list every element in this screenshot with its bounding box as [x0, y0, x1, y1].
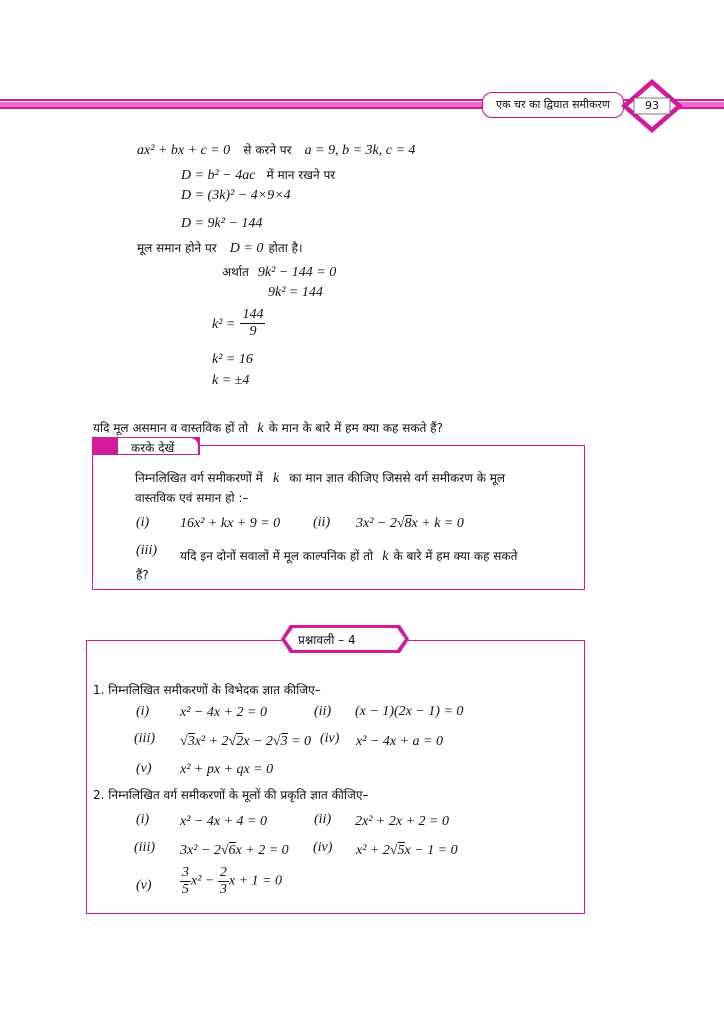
q1-i-equation: x² − 4x + 2 = 0: [180, 705, 267, 720]
q1-iii-label: (iii): [134, 731, 155, 746]
try-ii-label: (ii): [313, 515, 331, 530]
q1-ii-equation: (x − 1)(2x − 1) = 0: [355, 704, 464, 719]
q2-ii-equation: 2x² + 2x + 2 = 0: [355, 814, 449, 829]
try-ii-equation: 3x² − 2√8x + k = 0: [356, 516, 464, 531]
page-number: 93: [645, 99, 659, 112]
solution-line-9: k² = 16: [212, 352, 253, 367]
fraction-144-9: $\frac{144}{9}$: [242, 307, 264, 339]
solution-line-6: अर्थात 9k² − 144 = 0: [222, 265, 337, 280]
solution-line-2: D = b² − 4ac में मान रखने पर: [181, 168, 336, 183]
q2-iii-equation: 3x² − 2√6x + 2 = 0: [180, 843, 289, 858]
solution-line-3: D = (3k)² − 4×9×4: [181, 188, 291, 203]
q1-v-label: (v): [136, 761, 152, 776]
q1-iv-equation: x² − 4x + a = 0: [356, 734, 443, 749]
q1-ii-label: (ii): [314, 704, 332, 719]
try-it-title: करके देखें: [131, 441, 175, 455]
try-iii-label: (iii): [136, 543, 157, 558]
solution-line-7: 9k² = 144: [268, 285, 323, 300]
solution-line-8: k² = $\frac{144}{9}$: [212, 307, 264, 339]
q1-v-equation: x² + px + qx = 0: [180, 762, 274, 777]
q2-iv-equation: x² + 2√5x − 1 = 0: [356, 843, 458, 858]
q2-v-equation: $\frac{3}{5}$ x² − $\frac{2}{3}$ x + 1 = 0: [182, 865, 282, 897]
exercise-q2: 2. निम्नलिखित वर्ग समीकरणों के मूलों की प्रकृति ज्ञात कीजिए–: [93, 788, 369, 802]
try-i-label: (i): [136, 515, 150, 530]
solution-line-1: ax² + bx + c = 0 से करने पर a = 9, b = 3k, c = 4: [137, 143, 416, 158]
try-intro-line-2: वास्तविक एवं समान हो :–: [135, 491, 249, 505]
q2-v-label: (v): [136, 878, 152, 893]
solution-line-10: k = ±4: [212, 373, 250, 388]
try-iii-line-2: हैं?: [136, 568, 149, 582]
q2-ii-label: (ii): [314, 812, 332, 827]
exercise-title: प्रश्नावली – 4: [298, 633, 356, 647]
q1-iv-label: (iv): [320, 731, 340, 746]
solution-line-5: मूल समान होने पर D = 0 होता है।: [137, 241, 303, 256]
try-intro-line-1: निम्नलिखित वर्ग समीकरणों में k का मान ज्ञात कीजिए जिससे वर्ग समीकरण के मूल: [135, 471, 506, 486]
q2-iv-label: (iv): [313, 840, 333, 855]
q2-iii-label: (iii): [134, 840, 155, 855]
q1-iii-equation: √3x² + 2√2x − 2√3 = 0: [180, 734, 312, 749]
q1-i-label: (i): [136, 704, 150, 719]
q2-i-label: (i): [136, 812, 150, 827]
exercise-q1: 1. निम्नलिखित समीकरणों के विभेदक ज्ञात कीजिए–: [93, 683, 321, 697]
chapter-title: एक चर का द्विघात समीकरण: [496, 98, 610, 111]
try-iii-text: यदि इन दोनों सवालों में मूल काल्पनिक हों तो k के बारे में हम क्या कह सकते: [180, 549, 518, 564]
solution-line-4: D = 9k² − 144: [181, 216, 263, 231]
try-i-equation: 16x² + kx + 9 = 0: [180, 516, 281, 531]
q2-i-equation: x² − 4x + 4 = 0: [180, 814, 267, 829]
question-line: यदि मूल असमान व वास्तविक हों तो k के मान के बारे में हम क्या कह सकते हैं?: [93, 421, 443, 436]
